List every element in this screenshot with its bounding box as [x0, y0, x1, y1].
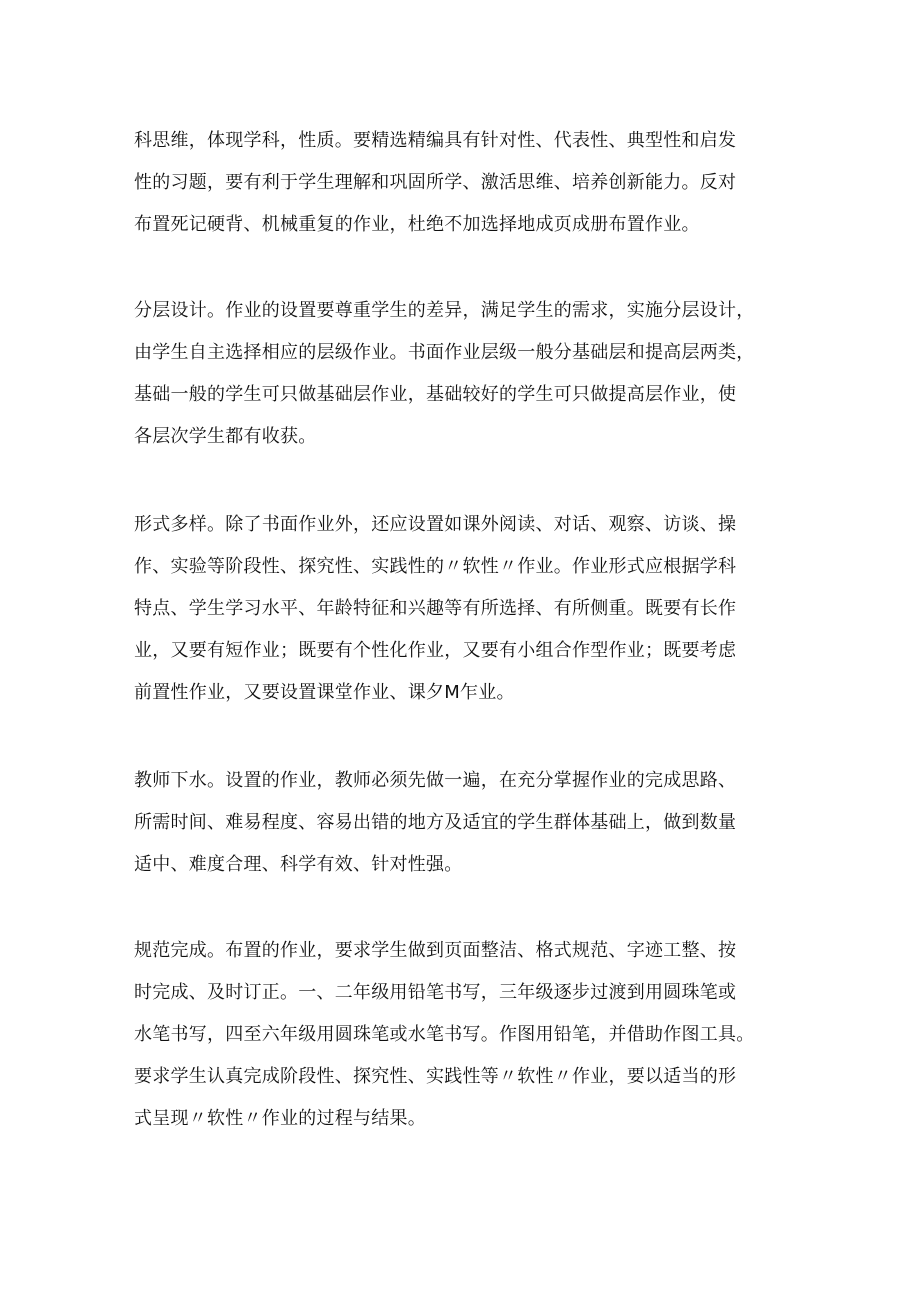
- text-line: 科思维，体现学科，性质。要精选精编具有针对性、代表性、典型性和启发: [134, 130, 737, 151]
- text-line: 基础一般的学生可只做基础层作业，基础较好的学生可只做提高层作业，使: [134, 384, 737, 405]
- text-line: 规范完成。布置的作业，要求学生做到页面整洁、格式规范、字迹工整、按: [134, 940, 737, 961]
- text-line: 业，又要有短作业；既要有个性化作业，又要有小组合作型作业；既要考虑: [134, 640, 737, 661]
- paragraph-diverse-forms: [134, 504, 814, 714]
- text-line: 作、实验等阶段性、探究性、实践性的〃软性〃作业。作业形式应根据学科: [134, 556, 737, 577]
- text-line: 各层次学生都有收获。: [134, 426, 317, 447]
- text-line: 特点、学生学习水平、年龄特征和兴趣等有所选择、有所侧重。既要有长作: [134, 598, 737, 619]
- paragraph-layered-design: [134, 290, 814, 458]
- text-line: 性的习题，要有利于学生理解和巩固所学、激活思维、培养创新能力。反对: [134, 172, 737, 193]
- text-line: 式呈现〃软性〃作业的过程与结果。: [134, 1108, 426, 1129]
- paragraph-standard-completion: [134, 930, 814, 1140]
- text-line: 要求学生认真完成阶段性、探究性、实践性等〃软性〃作业，要以适当的形: [134, 1066, 737, 1087]
- text-line: 由学生自主选择相应的层级作业。书面作业层级一般分基础层和提高层两类，: [134, 342, 755, 363]
- text-line: 所需时间、难易程度、容易出错的地方及适宜的学生群体基础上，做到数量: [134, 812, 737, 833]
- paragraph-subject-thinking: [134, 120, 814, 246]
- text-line: 形式多样。除了书面作业外，还应设置如课外阅读、对话、观察、访谈、操: [134, 514, 737, 535]
- text-line: 水笔书写，四至六年级用圆珠笔或水笔书写。作图用铅笔，并借助作图工具。: [134, 1024, 755, 1045]
- text-line: 教师下水。设置的作业，教师必须先做一遍，在充分掌握作业的完成思路、: [134, 770, 737, 791]
- text-line: 适中、难度合理、科学有效、针对性强。: [134, 854, 463, 875]
- text-line: 分层设计。作业的设置要尊重学生的差异，满足学生的需求，实施分层设计，: [134, 300, 755, 321]
- paragraph-teacher-trial: [134, 760, 814, 886]
- text-line: 时完成、及时订正。一、二年级用铅笔书写，三年级逐步过渡到用圆珠笔或: [134, 982, 737, 1003]
- text-line: 布置死记硬背、机械重复的作业，杜绝不加选择地成页成册布置作业。: [134, 214, 700, 235]
- text-line: 前置性作业，又要设置课堂作业、课夕M乍业。: [134, 682, 515, 703]
